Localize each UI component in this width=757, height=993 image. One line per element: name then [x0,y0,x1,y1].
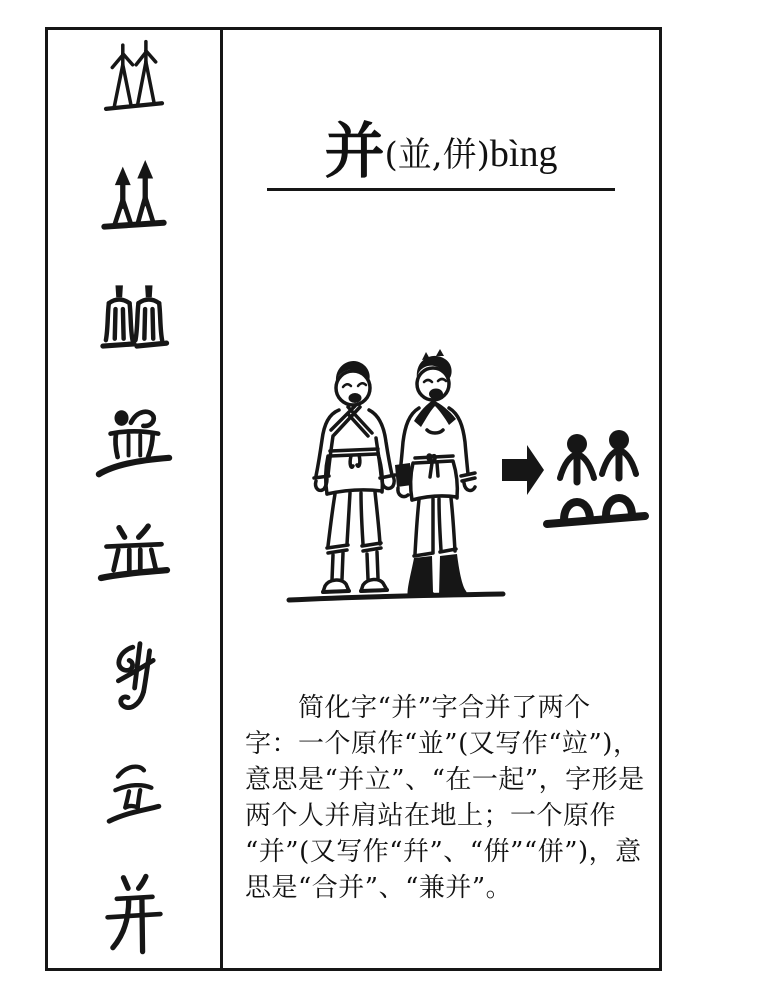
oracle-bone-script-glyph [48,36,220,118]
explanation-line: “并”(又写作“幷”、“倂”“併”)，意 [245,837,642,867]
clerical-script-glyph [48,523,220,589]
entry-body [223,30,659,968]
bronze-script-glyph [48,158,220,238]
explanation-line: 两个人并肩站在地上；一个原作 [245,801,617,831]
headword: 并 [324,117,385,187]
explanation-line: 思是“合并”、“兼并”。 [245,873,513,903]
title-underline [267,188,615,191]
bronze-glyph-two-figures [547,430,645,524]
boot-right [439,554,468,596]
running-script-glyph [48,759,220,835]
entry-title [223,104,659,190]
boot-left [408,556,438,597]
man-left [314,361,395,592]
headword-pinyin: bìng [489,133,558,175]
seal-script-glyph [48,404,220,482]
right-arrow-icon [502,445,544,495]
wrist-guard [395,463,412,487]
regular-script-glyph [48,871,220,961]
bronze-script-variant-glyph [48,279,220,371]
script-evolution-column [48,30,223,968]
explanation-line: 简化字“并”字合并了两个 [298,693,591,723]
man-right [395,349,475,597]
illustration-two-men-to-glyph [281,348,653,630]
ground-line [289,594,503,600]
entry-frame [45,27,662,971]
cursive-script-glyph [48,638,220,732]
explanation-paragraph [245,690,659,906]
explanation-line: 字：一个原作“並”(又写作“竝”)， [245,729,640,759]
explanation-line: 意思是“并立”、“在一起”，字形是 [245,765,645,795]
headword-variants: (並,併) [384,135,490,175]
